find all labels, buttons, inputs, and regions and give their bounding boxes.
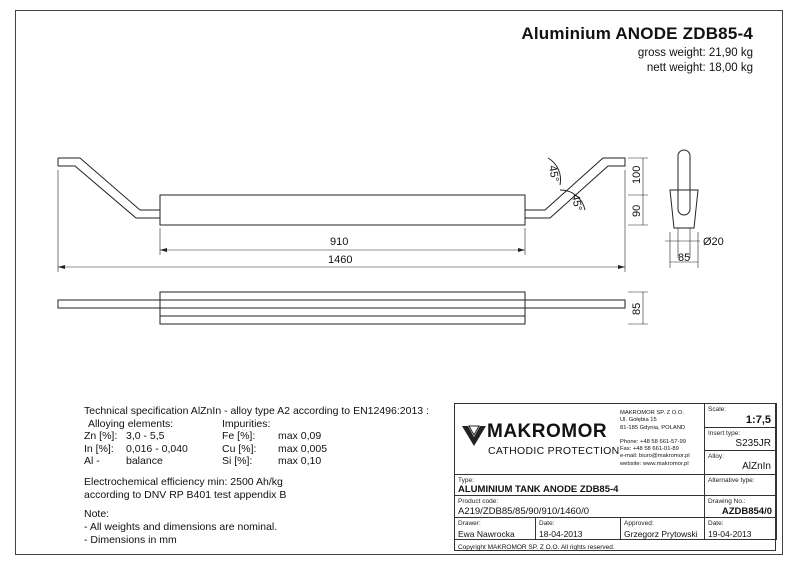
alloy-cell [704,450,777,475]
insert-type-value: S235JR [735,438,771,449]
date-drawn-cell [535,517,621,540]
date-drawn-label: Date: [539,520,555,527]
note-2: - Dimensions in mm [84,534,177,546]
alloy-value: AlZnIn [742,461,771,472]
drawer-value: Ewa Nawrocka [458,529,515,539]
scale-label: Scale: [708,406,727,413]
drawer-label: Drawer: [458,520,481,527]
element-label: Al - [84,455,100,467]
alternative-type-label: Alternative type: [708,477,755,484]
insert-type-cell [704,427,777,451]
copyright: Copyright MAKROMOR SP. Z O.O. All rights reserved. [458,544,615,551]
type-cell [454,474,705,496]
efficiency-line-1: Electrochemical efficiency min: 2500 Ah/kg [84,476,283,488]
element-range: balance [126,455,163,467]
dim-height-90: 90 [631,204,643,217]
dim-width-85: 85 [678,252,691,264]
company-line [620,432,690,439]
logo-cell [454,403,705,475]
insert-front [58,300,625,308]
side-view-body [670,190,698,228]
efficiency-line-2: according to DNV RP B401 test appendix B [84,489,287,501]
company-line: Ul. Gołębia 15 [620,417,657,424]
date-drawn-value: 18-04-2013 [539,529,583,539]
anode-body-top [160,195,525,225]
company-line: website: www.makromor.pl [620,460,689,467]
side-view-rod [678,150,690,215]
impurity-max: max 0,005 [278,442,328,455]
dim-height-100: 100 [631,165,643,184]
type-label: Type: [458,477,474,484]
element-label: In [%]: [84,442,114,455]
dim-angle-1: 45° [546,164,561,183]
logo-subtitle: CATHODIC PROTECTION [488,445,620,457]
company-line: Phone: +48 58 661-57-99 [620,438,686,445]
company-line: 81-185 Gdynia, POLAND [620,424,686,431]
approved-label: Approved: [624,520,654,527]
dim-height-85: 85 [631,302,643,315]
drawer-cell [454,517,536,540]
drawing-title: Aluminium ANODE ZDB85-4 [521,24,753,43]
date-approved-label: Date: [708,520,724,527]
impurity-max: max 0,09 [278,430,322,442]
dim-total-length: 1460 [328,254,353,266]
alternative-type-cell [704,474,777,496]
alloying-heading: Alloying elements: [88,417,174,430]
makromor-logo-icon [461,422,487,448]
impurity-max: max 0,10 [278,455,322,467]
drawing-no-cell [704,495,777,518]
impurity-label: Cu [%]: [222,442,257,455]
title-block [454,403,776,551]
product-code-value: A219/ZDB85/85/90/910/1460/0 [458,506,589,517]
product-code-label: Product code: [458,498,499,505]
gross-weight: gross weight: 21,90 kg [637,47,753,59]
impurity-label: Fe [%]: [222,430,256,442]
element-range: 0,016 - 0,040 [126,442,188,455]
company-line: MAKROMOR SP. Z O.O. [620,410,684,416]
approved-value: Grzegorz Prytowski [624,529,698,539]
drawing-no-value: AZDB854/0 [721,506,772,517]
scale-cell [704,403,777,428]
company-info [620,410,690,468]
company-line: Fax: +48 58 661-01-89 [620,446,679,453]
impurity-label: Si [%]: [222,455,253,467]
type-value: ALUMINIUM TANK ANODE ZDB85-4 [458,484,619,495]
date-approved-cell [704,517,777,540]
drawing-no-label: Drawing No.: [708,498,746,505]
impurities-heading: Impurities: [222,417,271,430]
logo-text: MAKROMOR [487,421,608,442]
insert-type-label: Insert type: [708,430,741,437]
alloy-label: Alloy: [708,453,724,460]
company-line: e-mail: biuro@makromor.pl [620,453,690,460]
element-range: 3,0 - 5,5 [126,430,165,442]
dim-angle-2: 45° [569,193,584,212]
spec-heading: Technical specification AlZnIn - alloy type A2 according to EN12496:2013 : [84,405,429,417]
date-approved-value: 19-04-2013 [708,529,752,539]
scale-value: 1:7,5 [745,414,771,426]
dim-diameter: Ø20 [703,236,724,248]
note-heading: Note: [84,508,110,520]
approved-cell [620,517,705,540]
note-1: - All weights and dimensions are nominal. [84,521,278,533]
product-code-cell [454,495,705,518]
nett-weight: nett weight: 18,00 kg [646,62,753,74]
element-label: Zn [%]: [84,430,118,442]
dim-body-length: 910 [330,236,349,248]
left-insert-top [58,158,160,218]
